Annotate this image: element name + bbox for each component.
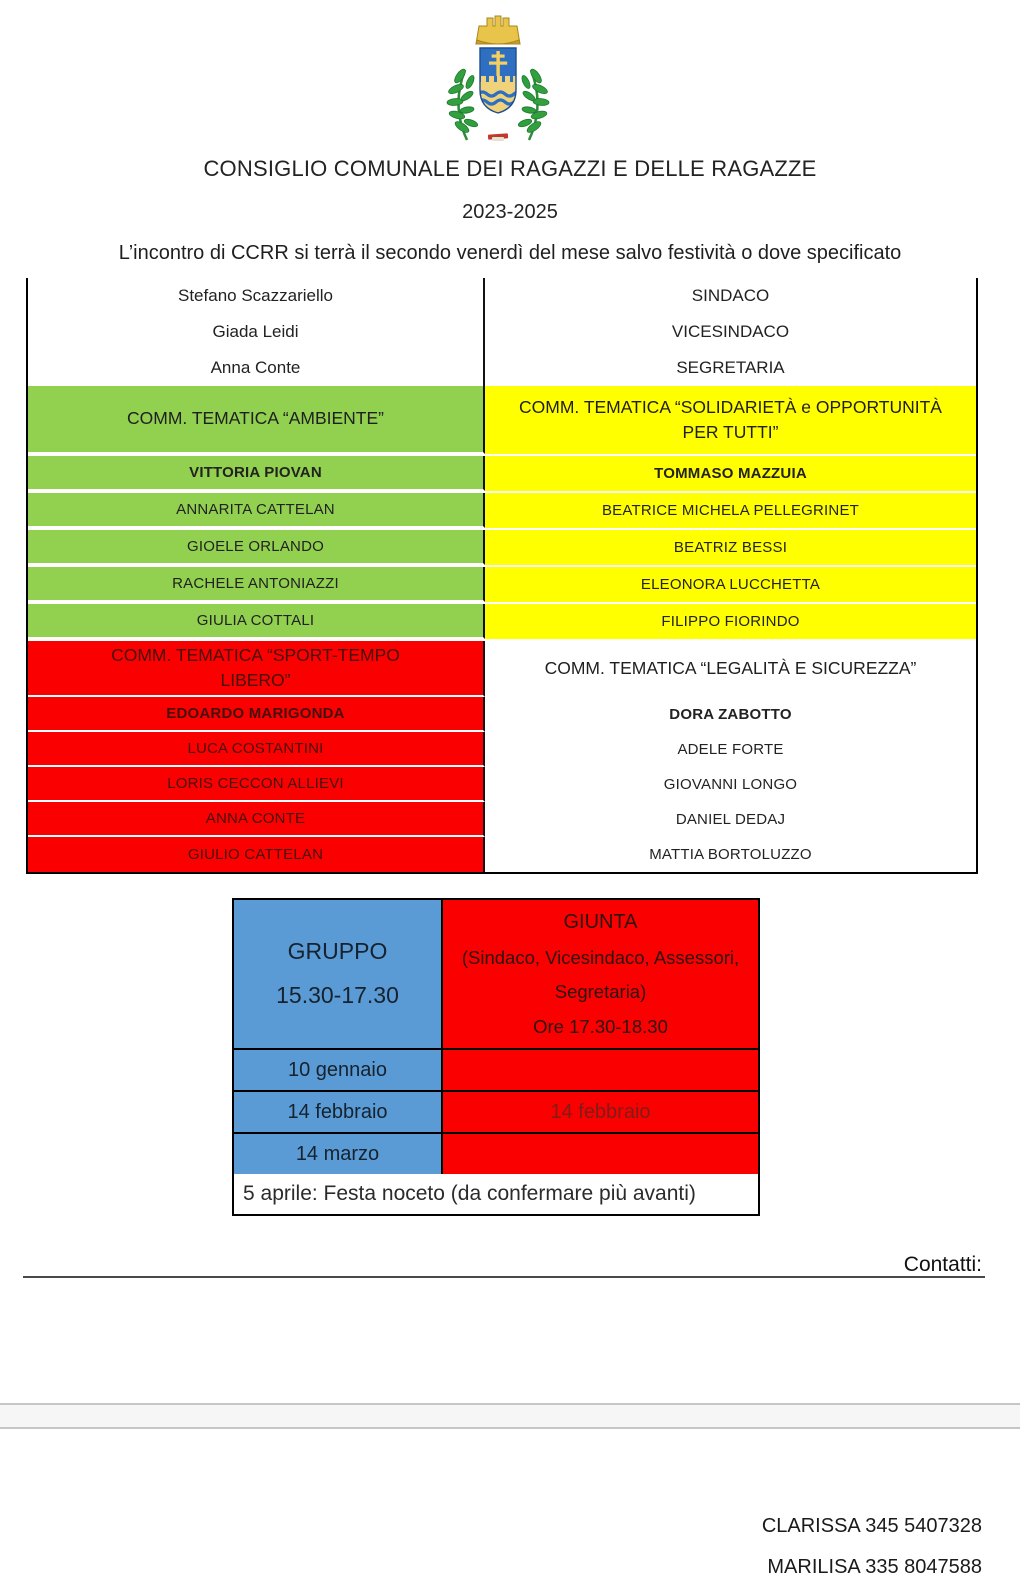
- schedule-table: [232, 898, 760, 1216]
- page-subtitle: 2023-2025: [462, 201, 558, 223]
- ribbon-icon: [488, 133, 508, 141]
- officer-role: SEGRETARIA: [676, 358, 785, 377]
- member-cell: MATTIA BORTOLUZZO: [649, 846, 812, 863]
- member-cell: LORIS CECCON ALLIEVI: [28, 767, 485, 802]
- commission-title: COMM. TEMATICA “AMBIENTE”: [127, 408, 384, 429]
- giunta-header-line: GIUNTA: [563, 911, 638, 934]
- municipal-crest-logo: [443, 10, 553, 146]
- member-cell: EDOARDO MARIGONDA: [28, 697, 485, 732]
- meeting-note: L’incontro di CCRR si terrà il secondo venerdì del mese salvo festività o dove specificato: [118, 242, 902, 264]
- member-cell: GIOVANNI LONGO: [663, 776, 798, 793]
- giunta-header-line: Segretaria): [554, 981, 647, 1003]
- member-cell: ELEONORA LUCCHETTA: [485, 567, 976, 604]
- laurel-branch-icon: [447, 67, 479, 140]
- giunta-header-line: (Sindaco, Vicesindaco, Assessori,: [461, 947, 740, 969]
- council-table: [26, 278, 978, 874]
- commission-title: COMM. TEMATICA “SOLIDARIETÀ e OPPORTUNITÀ PER TUTTI”: [519, 396, 942, 442]
- member-cell: BEATRIZ BESSI: [485, 530, 976, 567]
- schedule-row: [234, 1132, 758, 1174]
- commission-title: COMM. TEMATICA “LEGALITÀ E SICUREZZA”: [544, 658, 917, 679]
- officer-row: [28, 350, 976, 386]
- member-row: [28, 567, 976, 604]
- officer-name: Anna Conte: [28, 350, 485, 386]
- officer-row: [28, 314, 976, 350]
- group-header-line: 15.30-17.30: [276, 982, 399, 1008]
- officer-name: Stefano Scazzariello: [28, 278, 485, 314]
- commission-header-sport: [28, 641, 485, 697]
- officer-row: [28, 278, 976, 314]
- group-date-cell: 14 febbraio: [234, 1092, 443, 1132]
- member-cell: GIULIO CATTELAN: [28, 837, 485, 872]
- giunta-date-cell: [443, 1134, 758, 1174]
- horizontal-rule: [23, 1276, 985, 1278]
- member-row: [28, 604, 976, 641]
- officer-name: Giada Leidi: [28, 314, 485, 350]
- member-row: [28, 767, 976, 802]
- group-date-cell: 14 marzo: [234, 1134, 443, 1174]
- group-date-cell: 10 gennaio: [234, 1050, 443, 1090]
- commission-header-row: [28, 641, 976, 697]
- mural-crown-icon: [476, 16, 520, 44]
- officer-role: VICESINDACO: [671, 322, 790, 341]
- member-row: [28, 837, 976, 872]
- member-cell: ANNARITA CATTELAN: [28, 493, 485, 528]
- member-cell: ANNA CONTE: [28, 802, 485, 837]
- shield-icon: [478, 48, 523, 113]
- commission-title: COMM. TEMATICA “SPORT-TEMPO LIBERO”: [111, 644, 400, 690]
- schedule-row: [234, 1090, 758, 1132]
- member-row: [28, 732, 976, 767]
- page-break-band: [0, 1403, 1020, 1429]
- member-row: [28, 493, 976, 530]
- member-cell: TOMMASO MAZZUIA: [485, 456, 976, 493]
- officer-role: SINDACO: [691, 286, 770, 305]
- commission-header-row: [28, 386, 976, 456]
- member-row: [28, 802, 976, 837]
- schedule-row: [234, 1048, 758, 1090]
- contacts-label: Contatti:: [903, 1253, 982, 1276]
- schedule-footer-note: 5 aprile: Festa noceto (da confermare più avanti): [234, 1174, 758, 1214]
- member-row: [28, 456, 976, 493]
- contact-phone: MARILISA 335 8047588: [767, 1556, 982, 1578]
- member-cell: BEATRICE MICHELA PELLEGRINET: [485, 493, 976, 530]
- giunta-header-line: Ore 17.30-18.30: [533, 1015, 668, 1037]
- group-header-cell: [234, 900, 443, 1048]
- schedule-header-row: [234, 900, 758, 1048]
- member-cell: FILIPPO FIORINDO: [485, 604, 976, 641]
- giunta-header-cell: [443, 900, 758, 1048]
- commission-header-legalita: [485, 641, 976, 697]
- member-cell: GIOELE ORLANDO: [28, 530, 485, 565]
- member-cell: DANIEL DEDAJ: [675, 811, 786, 828]
- commission-header-ambiente: [28, 386, 485, 454]
- member-cell: DORA ZABOTTO: [669, 706, 792, 723]
- oak-branch-icon: [517, 67, 549, 140]
- member-cell: RACHELE ANTONIAZZI: [28, 567, 485, 602]
- giunta-date-cell: [443, 1050, 758, 1090]
- member-row: [28, 530, 976, 567]
- giunta-date-cell: 14 febbraio: [443, 1092, 758, 1132]
- member-row: [28, 697, 976, 732]
- member-cell: GIULIA COTTALI: [28, 604, 485, 639]
- member-cell: LUCA COSTANTINI: [28, 732, 485, 767]
- member-cell: ADELE FORTE: [677, 741, 784, 758]
- member-cell: VITTORIA PIOVAN: [28, 456, 485, 491]
- page-title: CONSIGLIO COMUNALE DEI RAGAZZI E DELLE RAGAZZE: [203, 156, 817, 181]
- group-header-line: GRUPPO: [287, 938, 388, 965]
- commission-header-solidarieta: [485, 386, 976, 456]
- contact-phone: CLARISSA 345 5407328: [761, 1515, 982, 1537]
